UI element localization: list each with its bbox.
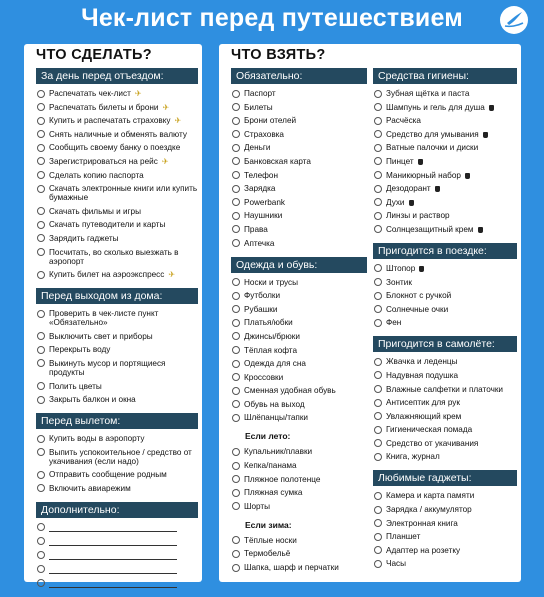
checklist-item[interactable] bbox=[373, 318, 517, 327]
subgroup-heading: Если лето: bbox=[245, 431, 291, 442]
checklist-item-label: Тёплая кофта bbox=[244, 345, 298, 355]
checklist-item[interactable] bbox=[231, 157, 367, 166]
checklist-item[interactable] bbox=[36, 184, 198, 202]
checklist-item[interactable] bbox=[373, 398, 517, 407]
checklist-item-label: Кроссовки bbox=[244, 372, 284, 382]
checklist-item-label: Шорты bbox=[244, 501, 271, 511]
checklist-item-label: Одежда для сна bbox=[244, 359, 306, 369]
checklist bbox=[373, 89, 517, 234]
checklist-item[interactable] bbox=[231, 488, 367, 497]
checklist bbox=[36, 89, 198, 279]
luggage-icon bbox=[418, 159, 423, 165]
checklist-item[interactable] bbox=[373, 546, 517, 555]
checklist-item-label: Полить цветы bbox=[49, 381, 102, 391]
section-header: Обязательно: bbox=[231, 68, 367, 84]
checklist-item-label: Пинцет bbox=[386, 156, 414, 166]
section-header: Перед вылетом: bbox=[36, 413, 198, 429]
checklist-item[interactable] bbox=[373, 519, 517, 528]
checklist-item-label: Шапка, шарф и перчатки bbox=[244, 563, 339, 573]
checklist-item[interactable] bbox=[373, 103, 517, 112]
checklist-item[interactable] bbox=[231, 239, 367, 248]
page-title: Чек-лист перед путешествием bbox=[81, 4, 463, 32]
checklist-item-label: Скачать электронные книги или купить бумажные bbox=[49, 184, 198, 203]
checklist-item-label: Перекрыть воду bbox=[49, 345, 111, 355]
checklist-item[interactable] bbox=[373, 130, 517, 139]
plane-icon: ✈ bbox=[161, 156, 169, 166]
logo-icon bbox=[500, 6, 528, 34]
checklist-item[interactable] bbox=[231, 318, 367, 327]
checklist-item[interactable] bbox=[36, 234, 198, 243]
checklist-item-label: Посчитать, во сколько выезжать в аэропорт bbox=[49, 247, 179, 266]
checklist-item[interactable] bbox=[231, 346, 367, 355]
todo-sheet bbox=[24, 44, 202, 582]
checklist-item[interactable] bbox=[231, 502, 367, 511]
checklist-item[interactable] bbox=[373, 157, 517, 166]
checklist-item[interactable] bbox=[36, 484, 198, 493]
checklist-item[interactable] bbox=[373, 291, 517, 300]
checklist-item[interactable] bbox=[373, 171, 517, 180]
blank-line[interactable] bbox=[49, 565, 177, 574]
checklist-item-label: Сделать копию паспорта bbox=[49, 170, 144, 180]
checklist-item[interactable] bbox=[231, 536, 367, 545]
checklist-item-label: Тёплые носки bbox=[244, 535, 297, 545]
checklist-item-label: Камера и карта памяти bbox=[386, 491, 475, 501]
checklist-item[interactable] bbox=[231, 171, 367, 180]
checklist-item[interactable] bbox=[373, 211, 517, 220]
checklist-item[interactable] bbox=[36, 470, 198, 479]
checklist-item-label: Расчёска bbox=[386, 116, 421, 126]
checklist-item-label: Джинсы/брюки bbox=[244, 331, 300, 341]
checklist-item-label: Права bbox=[244, 224, 268, 234]
checklist-item-label: Выключить свет и приборы bbox=[49, 331, 153, 341]
pack-sheet bbox=[219, 44, 521, 582]
checklist-item[interactable] bbox=[231, 291, 367, 300]
checklist-item-label: Выкинуть мусор и портящиеся продукты bbox=[49, 358, 166, 377]
checklist-item[interactable] bbox=[373, 559, 517, 568]
checklist-item-label: Носки и трусы bbox=[244, 277, 299, 287]
checklist-item[interactable] bbox=[231, 184, 367, 193]
checklist bbox=[36, 309, 198, 404]
checklist-item-label: Пляжная сумка bbox=[244, 488, 303, 498]
luggage-icon bbox=[489, 105, 494, 111]
section-header: Средства гигиены: bbox=[373, 68, 517, 84]
checklist-item-label: Книга, журнал bbox=[386, 452, 440, 462]
checklist-item-label: Рубашки bbox=[244, 304, 278, 314]
checklist-item-label: Сообщить своему банку о поездке bbox=[49, 143, 181, 153]
blank-line-item[interactable] bbox=[36, 565, 198, 574]
checklist-item-label: Распечатать чек-лист bbox=[49, 89, 131, 98]
checklist-item[interactable] bbox=[231, 89, 367, 98]
checklist-item-label: Солнцезащитный крем bbox=[386, 224, 474, 234]
checklist-item-label: Скачать путеводители и карты bbox=[49, 220, 166, 230]
blank-line-item[interactable] bbox=[36, 579, 198, 588]
checklist-item[interactable] bbox=[36, 143, 198, 152]
checklist-item-label: Платья/юбки bbox=[244, 318, 293, 328]
checklist-item-label: Банковская карта bbox=[244, 156, 311, 166]
blank-line-item[interactable] bbox=[36, 537, 198, 546]
checklist-item[interactable] bbox=[36, 395, 198, 404]
checklist-item-label: Блокнот с ручкой bbox=[386, 291, 452, 301]
checklist-item[interactable] bbox=[36, 332, 198, 341]
checklist-item-label: Ватные палочки и диски bbox=[386, 143, 479, 153]
checklist-item-label: Духи bbox=[386, 197, 405, 207]
checklist-item-label: Средство от укачивания bbox=[386, 438, 479, 448]
checklist-item[interactable] bbox=[231, 400, 367, 409]
checklist-item[interactable] bbox=[231, 549, 367, 558]
checklist-item-label: Аптечка bbox=[244, 238, 275, 248]
pack-heading: ЧТО ВЗЯТЬ? bbox=[227, 47, 330, 63]
luggage-icon bbox=[435, 186, 440, 192]
checklist-item-label: Купить и распечатать страховку bbox=[49, 116, 171, 126]
checklist-item-label: Закрыть балкон и окна bbox=[49, 395, 136, 405]
section-header: За день перед отъездом: bbox=[36, 68, 198, 84]
luggage-icon bbox=[478, 227, 483, 233]
checklist-item[interactable] bbox=[36, 309, 198, 327]
checklist-item-label: Паспорт bbox=[244, 89, 276, 98]
checklist-item-label: Страховка bbox=[244, 129, 284, 139]
checklist-item-label: Электронная книга bbox=[386, 518, 458, 528]
checklist-item-label: Жвачка и леденцы bbox=[386, 357, 458, 367]
checklist-item[interactable] bbox=[373, 491, 517, 500]
plane-icon: ✈ bbox=[134, 89, 142, 98]
luggage-icon bbox=[409, 200, 414, 206]
checklist-item-label: Снять наличные и обменять валюту bbox=[49, 129, 187, 139]
checklist-item[interactable] bbox=[36, 434, 198, 443]
checklist-item[interactable] bbox=[231, 130, 367, 139]
checklist-item-label: Влажные салфетки и платочки bbox=[386, 384, 504, 394]
checklist-item-label: Телефон bbox=[244, 170, 278, 180]
checklist-item-label: Сменная удобная обувь bbox=[244, 386, 336, 396]
checklist-item-label: Выпить успокоительное / средство от укачивания (если надо) bbox=[49, 447, 192, 466]
checklist-item[interactable] bbox=[231, 373, 367, 382]
checklist-item[interactable] bbox=[231, 461, 367, 470]
checklist-item[interactable] bbox=[231, 563, 367, 572]
section-header: Одежда и обувь: bbox=[231, 257, 367, 273]
checklist-item-label: Наушники bbox=[244, 211, 283, 221]
checklist-item-label: Маникюрный набор bbox=[386, 170, 461, 180]
checklist-item-label: Адаптер на розетку bbox=[386, 545, 461, 555]
checklist-item-label: Скачать фильмы и игры bbox=[49, 206, 141, 216]
checklist-item[interactable] bbox=[231, 198, 367, 207]
checklist bbox=[373, 357, 517, 461]
checklist-item-label: Средство для умывания bbox=[386, 129, 479, 139]
checklist-item[interactable] bbox=[36, 359, 198, 377]
checklist-item-label: Билеты bbox=[244, 102, 273, 112]
checklist-item-label: Powerbank bbox=[244, 197, 285, 207]
checklist-item[interactable] bbox=[373, 412, 517, 421]
checklist-item-label: Купальник/плавки bbox=[244, 447, 313, 457]
section-header: Перед выходом из дома: bbox=[36, 288, 198, 304]
checklist-item-label: Кепка/панама bbox=[244, 461, 297, 471]
checklist-item[interactable] bbox=[373, 425, 517, 434]
checklist-item[interactable] bbox=[231, 475, 367, 484]
checklist-item[interactable] bbox=[373, 371, 517, 380]
checklist-item[interactable] bbox=[373, 198, 517, 207]
checklist-item[interactable] bbox=[373, 264, 517, 273]
checklist-item-label: Увлажняющий крем bbox=[386, 411, 462, 421]
checklist-item[interactable] bbox=[373, 505, 517, 514]
checklist-item[interactable] bbox=[36, 270, 198, 279]
checklist-item[interactable] bbox=[231, 103, 367, 112]
luggage-icon bbox=[419, 266, 424, 272]
checklist-item[interactable] bbox=[373, 143, 517, 152]
checklist-item[interactable] bbox=[36, 448, 198, 466]
checklist-item-label: Дезодорант bbox=[386, 184, 431, 194]
plane-icon: ✈ bbox=[168, 270, 176, 280]
section-header: Пригодится в поездке: bbox=[373, 243, 517, 259]
section-header: Дополнительно: bbox=[36, 502, 198, 518]
checklist bbox=[373, 264, 517, 327]
checklist-item-label: Гигиеническая помада bbox=[386, 425, 473, 435]
checklist-item[interactable] bbox=[373, 184, 517, 193]
pack-column-1 bbox=[231, 68, 367, 581]
checklist-item-label: Брони отелей bbox=[244, 116, 297, 126]
checklist-item[interactable] bbox=[36, 345, 198, 354]
checklist-item-label: Часы bbox=[386, 559, 406, 569]
checklist-item[interactable] bbox=[373, 305, 517, 314]
checklist-item-label: Пляжное полотенце bbox=[244, 474, 321, 484]
checklist-item-label: Надувная подушка bbox=[386, 370, 459, 380]
checklist bbox=[373, 491, 517, 568]
checklist-item[interactable] bbox=[373, 89, 517, 98]
checklist-item[interactable] bbox=[231, 447, 367, 456]
checklist-item[interactable] bbox=[231, 211, 367, 220]
checklist-item[interactable] bbox=[36, 89, 198, 98]
checklist-item-label: Антисептик для рук bbox=[386, 398, 460, 408]
checklist-item[interactable] bbox=[36, 130, 198, 139]
checklist-item-label: Шлёпанцы/тапки bbox=[244, 413, 308, 423]
checklist-item-label: Планшет bbox=[386, 532, 421, 542]
checklist-item[interactable] bbox=[36, 157, 198, 166]
blank-line[interactable] bbox=[49, 551, 177, 560]
checklist-item[interactable] bbox=[373, 116, 517, 125]
blank-line-item[interactable] bbox=[36, 551, 198, 560]
checklist-item-label: Обувь на выход bbox=[244, 399, 305, 409]
checklist-item[interactable] bbox=[36, 116, 198, 125]
checklist bbox=[231, 278, 367, 423]
checklist-item[interactable] bbox=[373, 357, 517, 366]
checklist-item-label: Зубная щётка и паста bbox=[386, 89, 470, 98]
checklist-item[interactable] bbox=[231, 386, 367, 395]
blank-checklist bbox=[36, 523, 198, 588]
checklist-item-label: Фен bbox=[386, 318, 402, 328]
checklist-item[interactable] bbox=[373, 452, 517, 461]
todo-heading: ЧТО СДЕЛАТЬ? bbox=[32, 47, 156, 63]
checklist-item-label: Зарядка bbox=[244, 184, 276, 194]
checklist-item-label: Зарегистрироваться на рейс bbox=[49, 156, 158, 166]
checklist-item-label: Линзы и раствор bbox=[386, 211, 450, 221]
plane-icon: ✈ bbox=[174, 116, 182, 126]
luggage-icon bbox=[465, 173, 470, 179]
checklist bbox=[231, 536, 367, 572]
checklist-item-label: Купить билет на аэроэкспресс bbox=[49, 270, 165, 280]
checklist-item[interactable] bbox=[36, 207, 198, 216]
checklist-item-label: Солнечные очки bbox=[386, 304, 449, 314]
checklist-item[interactable] bbox=[231, 225, 367, 234]
checklist-item-label: Зарядить гаджеты bbox=[49, 233, 119, 243]
section-header: Пригодится в самолёте: bbox=[373, 336, 517, 352]
checklist-item[interactable] bbox=[36, 220, 198, 229]
checklist-item[interactable] bbox=[36, 103, 198, 112]
checklist-item-label: Деньги bbox=[244, 143, 271, 153]
checklist-item[interactable] bbox=[231, 116, 367, 125]
checklist-item[interactable] bbox=[36, 171, 198, 180]
checklist-item[interactable] bbox=[231, 413, 367, 422]
checklist-item-label: Проверить в чек-листе пункт «Обязательно» bbox=[49, 309, 159, 328]
checklist-item-label: Футболки bbox=[244, 291, 281, 301]
checklist bbox=[231, 447, 367, 510]
subgroup-heading: Если зима: bbox=[245, 519, 292, 530]
checklist-item[interactable] bbox=[373, 439, 517, 448]
checklist-item-label: Купить воды в аэропорту bbox=[49, 434, 145, 444]
blank-line[interactable] bbox=[49, 537, 177, 546]
checklist-item[interactable] bbox=[36, 382, 198, 391]
checklist-item-label: Штопор bbox=[386, 263, 416, 273]
checklist-item[interactable] bbox=[373, 278, 517, 287]
checklist-item[interactable] bbox=[36, 248, 198, 266]
checklist-item[interactable] bbox=[231, 143, 367, 152]
luggage-icon bbox=[483, 132, 488, 138]
checklist-item-label: Включить авиарежим bbox=[49, 483, 131, 493]
section-header: Любимые гаджеты: bbox=[373, 470, 517, 486]
checklist-item-label: Распечатать билеты и брони bbox=[49, 102, 159, 112]
plane-icon: ✈ bbox=[162, 102, 170, 112]
checklist-item[interactable] bbox=[231, 332, 367, 341]
checklist-item[interactable] bbox=[231, 305, 367, 314]
checklist-item-label: Шампунь и гель для душа bbox=[386, 102, 485, 112]
checklist-item[interactable] bbox=[231, 359, 367, 368]
checklist-item-label: Зонтик bbox=[386, 277, 412, 287]
checklist-item-label: Термобельё bbox=[244, 549, 291, 559]
blank-line[interactable] bbox=[49, 523, 177, 532]
checklist bbox=[231, 89, 367, 248]
checklist-item-label: Зарядка / аккумулятор bbox=[386, 505, 472, 515]
todo-column bbox=[36, 68, 198, 597]
checklist-item-label: Отправить сообщение родным bbox=[49, 470, 167, 480]
checklist-item[interactable] bbox=[373, 385, 517, 394]
blank-line[interactable] bbox=[49, 579, 177, 588]
pack-column-2 bbox=[373, 68, 517, 577]
blank-line-item[interactable] bbox=[36, 523, 198, 532]
checklist-item[interactable] bbox=[231, 278, 367, 287]
checklist-item[interactable] bbox=[373, 532, 517, 541]
checklist-item[interactable] bbox=[373, 225, 517, 234]
checklist bbox=[36, 434, 198, 493]
